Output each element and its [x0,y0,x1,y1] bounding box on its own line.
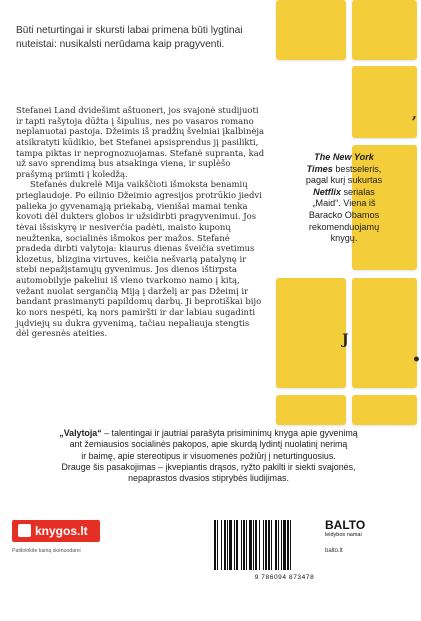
yellow-tile [352,66,417,138]
paragraph: Stefanės dukrelė Mija vaikščioti išmoksta benamių prieglaudoje. Po eilinio Džeimio agresijos protrūkio jiedvi palieka jo gyvenamąją priekabą, vienišai mamai tenka kovoti dėl dukters globos ir užsidirbti pragyvenimui. Jos tėvai išsiskyrę ir nesiverčia padėti, maisto kuponų neužtenka, socialinės išmokos per mažos. Stefanė pradeda dirbti valytoja: kiaurus dienas šveičia svetimus klozetus, blizgina virtuves, keičia nešvarią patalynę ir stebi nepažįstamųjų gyvenimus. Jos dienos ištirpsta automobilyje pakeliui iš vieno tvarkomo namo į kitą, vežant nuolat sergančią Miją į darželį ar pas Džeimį ir bandant prasimanyti papildomų darbų. Ji beprotiškai bijo ko nors nespėti, ką nors pamiršti ir dar labiau sugadinti jųdviejų su dukra gyvenimą, tačiau nepaliauja stengtis dėl geresnės ateities. [16,179,262,339]
barcode-bar [265,520,267,570]
barcode-bar [221,520,222,570]
lead-text: Būti neturtingai ir skursti labai primena būti lygtinai nuteistai: nusikalsti nerūdama kaip pragyventi. [16,25,243,50]
yellow-tile [276,0,346,60]
blurb-line: ir baimę, apie stereotipus ir visuomenės požiūrį į neturtinguosius. [81,450,336,461]
publisher-logo [325,518,385,538]
yellow-tile [276,278,346,388]
barcode-bar [214,520,216,570]
barcode-bar [243,520,245,570]
blurb [16,428,401,484]
promo-line: Times [306,163,333,174]
yellow-tile [276,395,346,425]
tile-mark: • [412,352,421,368]
barcode-bar [268,520,270,570]
barcode-bar [287,520,289,570]
blurb-line: – talentingai ir jautriai parašyta prisiminimų knyga apie gyvenimą [101,428,358,438]
promo-line: bestseleris, [335,163,382,174]
paragraph: Stefanei Land dvidešimt aštuoneri, jos svajonė studijuoti ir tapti rašytoja dūžta į šipulius, nes po vasaros romano neplanuotai pastoja. Džeimis iš pradžių švelniai įkalbinėja atsikratyti kūdikio, bet Stefanei apsisprendus jį pasilikti, tampa piktas ir neprognozuojamas. Stefanė supranta, kad už savo sprendimą bus atsakinga viena, ir suplėšo prašymą priimti į koledžą. [16,105,265,179]
promo-line: rekomenduojamų [308,221,380,232]
barcode-bar [227,520,228,570]
yellow-tile [352,278,417,388]
book-title: „Valytoja“ [59,428,102,438]
barcode-bar [271,520,272,570]
tile-mark: , [412,106,417,122]
barcode-bar [263,520,264,570]
barcode-bar [275,520,277,570]
barcode-bar [290,520,291,570]
promo-line: The New York [314,152,374,162]
tile-mark: J [342,332,349,348]
promo-line: serialas [343,186,375,197]
barcode-bar [259,520,260,570]
barcode-bar [278,520,279,570]
store-slogan: Patikrinkite kainą skenuodami [12,548,81,554]
publisher-name: BALTO [325,518,366,532]
barcode-bar [234,520,235,570]
publisher-site: balto.lt [325,548,343,554]
barcode-bar [241,520,242,570]
barcode-bar [253,520,254,570]
barcode-bar [246,520,247,570]
publisher-subtitle: leidybos namai [325,532,362,538]
blurb-line: nepaprastos dvasios stiprybės liudijimas. [128,473,289,484]
yellow-tile [352,395,417,425]
barcode-bar [229,520,232,570]
barcode-bar [281,520,282,570]
barcode-bar [217,520,218,570]
promo-line: knygų. [330,233,358,244]
barcode-bar [224,520,226,570]
barcode-bar [255,520,257,570]
promo-line: Netflix [313,186,341,197]
promo-line: „Maid“. Viena iš [312,198,376,209]
barcode-bars [214,520,291,570]
barcode-bar [249,520,252,570]
promo-line: pagal kurį sukurtas [305,175,383,186]
store-logo-text: knygos.lt [35,524,88,538]
store-logo-icon [18,524,31,537]
description-body [16,105,265,339]
yellow-tile [352,0,417,60]
blurb-line: ant žemiausios socialinės pakopos, apie skurdą lydintį nuolatinį nerimą [69,439,348,450]
isbn-barcode [212,520,316,572]
store-logo [12,520,100,542]
barcode-bar [283,520,286,570]
blurb-line: Drauge šis pasakojimas – įkvepiantis drąsos, ryžto pakilti ir siekti svajonės, [61,461,356,472]
promo-line: Baracko Obamos [308,209,380,220]
bestseller-note [280,152,408,245]
isbn-number: 9 786094 873478 [254,574,315,581]
barcode-bar [236,520,238,570]
